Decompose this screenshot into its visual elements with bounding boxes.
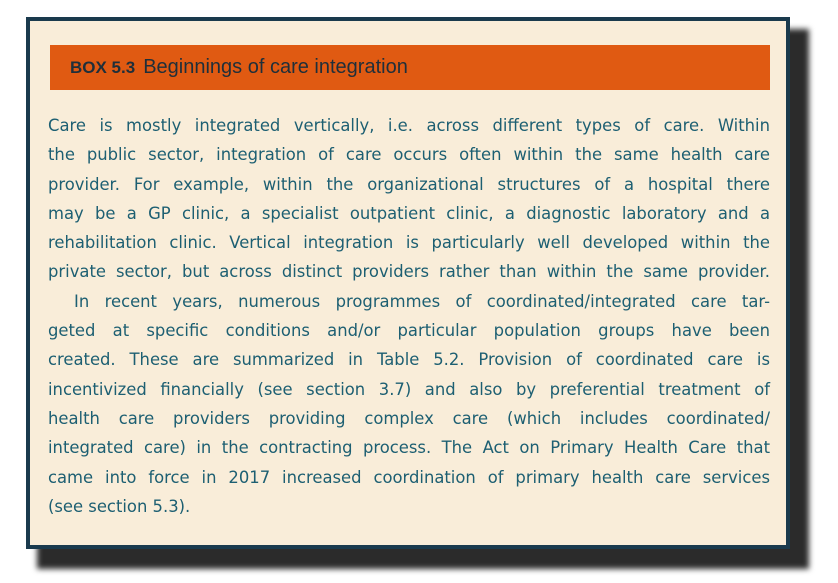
box-title: Beginnings of care integration <box>143 56 408 78</box>
paragraph-line: came into force in 2017 increased coordination of primary health care services <box>48 467 770 487</box>
paragraph-line: the public sector, integration of care occurs often within the same health care <box>48 145 770 165</box>
paragraph-line: incentivized financially (see section 3.7) and also by preferential treatment of <box>48 379 770 399</box>
paragraph-1 <box>48 111 770 287</box>
paragraph-2 <box>48 287 770 521</box>
paragraph-line: health care providers providing complex care (which includes coordinated/ <box>48 408 770 428</box>
paragraph-line: rehabilitation clinic. Vertical integration is particularly well developed within the <box>48 233 770 253</box>
paragraph-line: integrated care) in the contracting process. The Act on Primary Health Care that <box>48 438 770 458</box>
box-header <box>50 45 770 90</box>
paragraph-line: private sector, but across distinct providers rather than within the same provider. <box>48 262 770 282</box>
paragraph-line: Care is mostly integrated vertically, i.e. across different types of care. Within <box>48 116 770 135</box>
box-body <box>48 111 770 521</box>
paragraph-line: provider. For example, within the organizational structures of a hospital there <box>48 174 770 194</box>
text-box <box>26 17 790 549</box>
paragraph-line: (see section 5.3). <box>48 496 191 516</box>
box-label: BOX 5.3 <box>70 57 136 77</box>
paragraph-line: may be a GP clinic, a specialist outpatient clinic, a diagnostic laboratory and a <box>48 203 770 223</box>
paragraph-line: In recent years, numerous programmes of coordinated/integrated care tar- <box>74 291 770 311</box>
paragraph-line: geted at specific conditions and/or particular population groups have been <box>48 321 770 341</box>
paragraph-line: created. These are summarized in Table 5.2. Provision of coordinated care is <box>48 350 770 370</box>
